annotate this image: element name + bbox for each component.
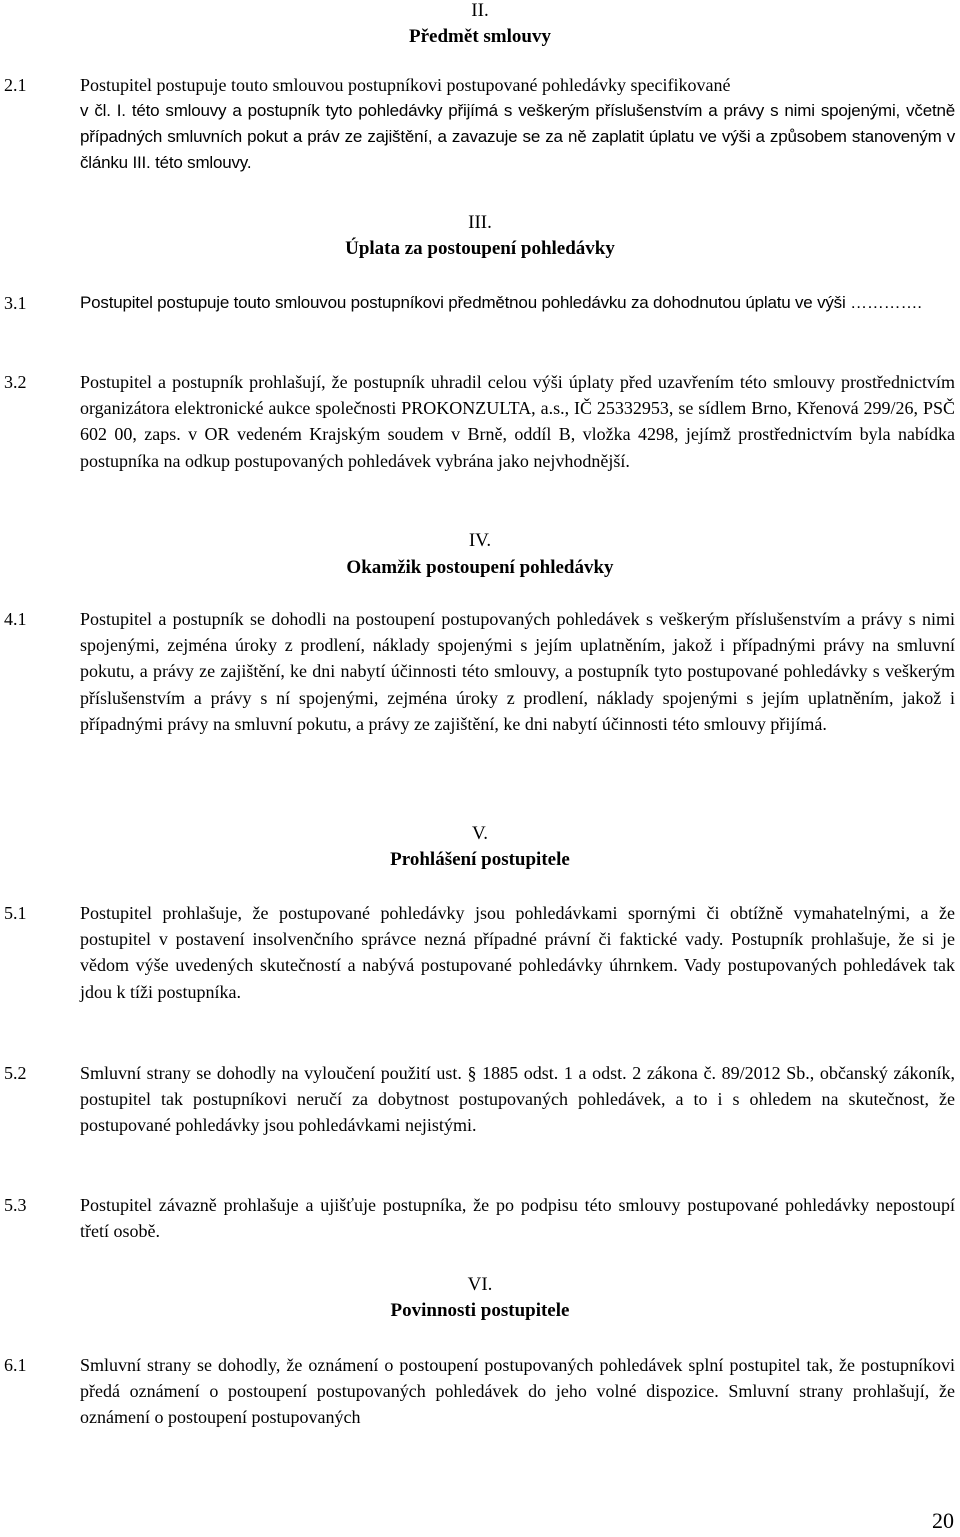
section-title: Okamžik postoupení pohledávky: [346, 557, 614, 578]
clause-text: Postupitel závazně prohlašuje a ujišťuje postupníka, že po podpisu této smlouvy postupované pohledávky nepostoupí třetí osobě.: [80, 1195, 955, 1242]
clause-number: 4.1: [4, 609, 27, 629]
clause-number: 3.2: [4, 372, 27, 392]
clause-text: Smluvní strany se dohodly na vyloučení použití ust. § 1885 odst. 1 a odst. 2 zákona č. 89/2012 Sb., občanský zákoník, postupitel tak postupníkovi neručí za dobytnost postupovaných pohledávek, a to i s ohledem na skutečnost, že postupované pohledávky jsou pohledávkami nejistými.: [80, 1063, 955, 1136]
clause-number: 5.2: [4, 1063, 27, 1083]
clause-number: 3.1: [4, 293, 27, 313]
clause-text: Postupitel a postupník se dohodli na postoupení postupovaných pohledávek s veškerým příslušenstvím a právy s nimi spojenými, zejména úroky z prodlení, náklady spojenými s jejím uplatněním, jakož i případnými právy na smluvní pokutu, a právy ze zajištění, ke dni nabytí účinnosti této smlouvy, a postupník tyto postupované pohledávky s veškerým příslušenstvím a právy s ní spojenými, zejména úroky z prodlení, náklady spojenými s jejím uplatněním, jakož i případnými právy na smluvní pokutu, a právy ze zajištění, ke dni nabytí účinnosti této smlouvy přijímá.: [80, 609, 955, 734]
section-title: Prohlášení postupitele: [390, 849, 570, 870]
section-title: Povinnosti postupitele: [390, 1300, 570, 1321]
clause-number: 5.1: [4, 903, 27, 923]
clause-text: Postupitel postupuje touto smlouvou postupníkovi předmětnou pohledávku za dohodnutou úplatu ve výši ………….: [80, 293, 922, 312]
section-number: II.: [471, 0, 489, 21]
clause-number: 6.1: [4, 1355, 27, 1375]
section-number: III.: [468, 212, 492, 233]
clause-line: Postupitel postupuje touto smlouvou postupníkovi postupované pohledávky specifikované: [80, 75, 731, 95]
clause-text: Postupitel a postupník prohlašují, že postupník uhradil celou výši úplaty před uzavřením této smlouvy prostřednictvím organizátora elektronické aukce společnosti PROKONZULTA, a.s., IČ 25332953, se sídlem Brno, Křenová 299/26, PSČ 602 00, zaps. v OR vedeném Krajským soudem v Brně, oddíl B, vložka 4298, jejímž prostřednictvím byla nabídka postupníka na odkup postupovaných pohledávek vybrána jako nejvhodnější.: [80, 372, 955, 471]
clause-text: Smluvní strany se dohodly, že oznámení o postoupení postupovaných pohledávek splní postupitel tak, že postupníkovi předá oznámení o postoupení postupovaných pohledávek do jeho volné dispozice. Smluvní strany prohlašují, že oznámení o postoupení postupovaných: [80, 1355, 955, 1428]
clause-number: 5.3: [4, 1195, 27, 1215]
page-number: 20: [932, 1508, 954, 1533]
section-number: V.: [471, 823, 489, 844]
section-title: Úplata za postoupení pohledávky: [345, 238, 615, 259]
section-title: Předmět smlouvy: [409, 26, 551, 47]
clause-text: Postupitel prohlašuje, že postupované pohledávky jsou pohledávkami spornými či obtížně vymahatelnými, a že postupitel v postavení insolvenčního správce nezná případné právní či faktické vady. Postupník prohlašuje, že si je vědom výše uvedených skutečností a nabývá postupované pohledávky úhrnkem. Vady postupovaných pohledávek tak jdou k tíži postupníka.: [80, 903, 955, 1002]
clause-number: 2.1: [4, 75, 27, 95]
clause-text: v čl. I. této smlouvy a postupník tyto pohledávky přijímá s veškerým příslušenstvím a právy s nimi spojenými, včetně případných smluvních pokut a práv ze zajištění, a zavazuje se za ně zaplatit úplatu ve výši a způsobem stanoveným v článku III. této smlouvy.: [80, 101, 955, 173]
section-number: VI.: [467, 1274, 493, 1295]
section-number: IV.: [468, 530, 492, 551]
